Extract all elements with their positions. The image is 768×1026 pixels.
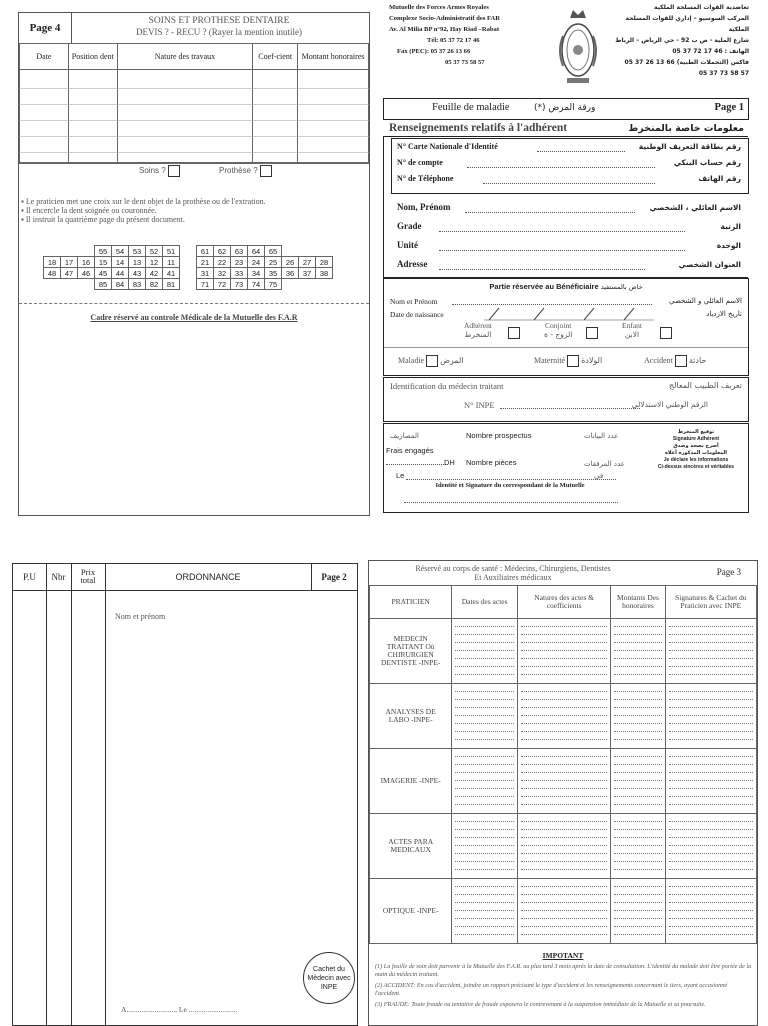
- page4-header: [19, 13, 369, 44]
- tooth-cell[interactable]: 28: [316, 257, 333, 268]
- identity-field-label: Adresse: [397, 259, 428, 269]
- praticien-row-label: ANALYSES DE LABO -INPE-: [370, 684, 452, 749]
- inpe-input[interactable]: [500, 408, 640, 409]
- tooth-cell[interactable]: 81: [163, 279, 180, 290]
- identity-field-row[interactable]: [397, 259, 745, 278]
- tooth-cell[interactable]: 31: [197, 268, 214, 279]
- tooth-cell[interactable]: 63: [231, 246, 248, 257]
- a-le-line[interactable]: A.........................., Le ..........................: [121, 1005, 238, 1014]
- tooth-cell[interactable]: 48: [44, 268, 61, 279]
- nb-pieces-ar: عدد المرفقات: [584, 460, 625, 468]
- praticien-cell[interactable]: [517, 749, 610, 814]
- tooth-gap: [44, 246, 61, 257]
- page1-title-ar: ورقة المرض (*): [534, 103, 596, 113]
- tooth-gap: [282, 279, 299, 290]
- nb-prospectus-ar: عدد البيانات: [584, 432, 619, 440]
- identity-field-dots[interactable]: [439, 250, 685, 251]
- id-field-row[interactable]: [397, 142, 745, 158]
- col-prix: Prix total: [80, 567, 96, 585]
- tooth-cell[interactable]: 54: [112, 246, 129, 257]
- soins-checkbox[interactable]: [168, 165, 180, 177]
- praticien-row-label: ACTES PARA MEDICAUX: [370, 814, 452, 879]
- tooth-cell[interactable]: 52: [146, 246, 163, 257]
- identity-field-ar: الوحدة: [716, 241, 741, 250]
- tooth-cell[interactable]: 38: [316, 268, 333, 279]
- page2-label: Page 2: [321, 572, 347, 582]
- note-item: ▪ Il encercle la dent soignée ou couronnée.: [21, 206, 157, 215]
- id-fields: [397, 142, 745, 190]
- works-cell[interactable]: [298, 70, 369, 163]
- tooth-cell[interactable]: 53: [129, 246, 146, 257]
- works-cell[interactable]: [20, 70, 69, 163]
- inpe-ar: الرقم الوطني الاستدلالي: [631, 400, 708, 409]
- identity-field-dots[interactable]: [439, 269, 645, 270]
- page4-notes: [21, 197, 366, 224]
- tooth-cell[interactable]: 14: [112, 257, 129, 268]
- conjoint-option[interactable]: Conjoint الزوج - ة: [544, 321, 573, 339]
- tooth-cell[interactable]: 85: [95, 279, 112, 290]
- soins-option[interactable]: [139, 165, 180, 177]
- tooth-cell[interactable]: 71: [197, 279, 214, 290]
- tooth-cell[interactable]: 55: [95, 246, 112, 257]
- id-field-label: N° de compte: [397, 158, 443, 167]
- medecin-box: [383, 377, 749, 422]
- tooth-cell[interactable]: 33: [231, 268, 248, 279]
- tooth-gap: [78, 246, 95, 257]
- tooth-cell[interactable]: 41: [163, 268, 180, 279]
- identity-field-label: Unité: [397, 240, 418, 250]
- medecin-ar: تعريف الطبيب المعالج: [668, 381, 742, 390]
- tooth-cell[interactable]: 11: [163, 257, 180, 268]
- important-title: IMPOTANT: [542, 951, 584, 960]
- id-field-ar: رقم الهاتف: [698, 174, 741, 183]
- nb-prospectus-label: Nombre prospectus: [466, 431, 532, 440]
- adherent-checkbox[interactable]: [508, 327, 520, 339]
- identity-field-label: Nom, Prénom: [397, 202, 451, 212]
- praticien-row-label: MEDECIN TRAITANT Où CHIRURGIEN DENTISTE -INPE-: [370, 619, 452, 684]
- header-ar: تعاضدية القوات المسلحة الملكية المركب السوسيو – إداري للقوات المسلحة الملكية شارع الملية - ص ب 92 - حي الرياض – الرباط الهاتف : 46 17 72 37 05 فاكس (التحملات الطبية) 66 13 26 37 05 57 58 73 37 05: [615, 4, 749, 77]
- page1-titlebar: [383, 98, 749, 120]
- praticien-cell[interactable]: [517, 879, 610, 944]
- date-naissance-label: Date de naissance: [390, 310, 444, 319]
- tooth-cell[interactable]: 32: [214, 268, 231, 279]
- col-montant: Montant honoraires: [298, 44, 369, 70]
- page1-title-fr: Feuille de maladie: [432, 102, 510, 113]
- tooth-cell[interactable]: 17: [61, 257, 78, 268]
- tooth-cell[interactable]: 47: [61, 268, 78, 279]
- tooth-cell[interactable]: 21: [197, 257, 214, 268]
- page1-panel: [383, 98, 748, 512]
- praticien-cell[interactable]: [452, 879, 518, 944]
- tooth-cell[interactable]: 42: [146, 268, 163, 279]
- tooth-cell[interactable]: 13: [129, 257, 146, 268]
- tooth-cell[interactable]: 26: [282, 257, 299, 268]
- section-ar: معلومات خاصة بالمنخرط: [628, 123, 744, 134]
- tooth-cell[interactable]: 44: [112, 268, 129, 279]
- tooth-cell[interactable]: 35: [265, 268, 282, 279]
- tooth-gap: [180, 246, 197, 257]
- page3-label: Page 3: [716, 567, 741, 577]
- id-field-ar: رقم بطاقة التعريف الوطنية: [638, 142, 741, 151]
- adherent-option[interactable]: Adhérent المنخرط: [464, 321, 492, 339]
- note-item: ▪ Le praticien met une croix sur le dent objet de la prothèse ou de l'extration.: [21, 197, 266, 206]
- maladie-option[interactable]: Maladie المرض: [398, 355, 464, 367]
- identity-field-row[interactable]: [397, 202, 745, 221]
- tooth-cell[interactable]: 16: [78, 257, 95, 268]
- tooth-cell[interactable]: 72: [214, 279, 231, 290]
- p3-header-cell: Signatures & Cachet du Praticien avec INPE: [665, 586, 756, 619]
- accident-option[interactable]: Accident حادثة: [644, 355, 706, 367]
- le-label: Le: [396, 471, 405, 480]
- tooth-cell[interactable]: 75: [265, 279, 282, 290]
- correspondant-label: Identité et Signature du correspondant de la Mutuelle: [435, 482, 585, 489]
- tooth-gap: [282, 246, 299, 257]
- header-fr: Mutuelle des Forces Armes Royales Complexe Socio-Administratif des FAR Av. Al Milia BP n°92, Hay Riad –Rabat Tél: 05 37 72 17 46 Fax (PEC): 05 37 26 13 66 05 37 73 58 57: [389, 4, 501, 66]
- praticien-cell[interactable]: [611, 619, 665, 684]
- praticien-cell[interactable]: [452, 814, 518, 879]
- enfant-option[interactable]: Enfant الابن: [622, 321, 642, 339]
- date-naissance-ar: تاريخ الازدياد: [706, 310, 742, 318]
- praticien-cell[interactable]: [452, 749, 518, 814]
- identity-field-ar: الاسم العائلي ، الشخصي: [649, 203, 741, 212]
- tooth-gap: [61, 246, 78, 257]
- col-nbr: Nbr: [51, 572, 66, 582]
- works-cell[interactable]: [253, 70, 298, 163]
- page3-panel: [368, 560, 758, 1026]
- tooth-cell[interactable]: 46: [78, 268, 95, 279]
- identity-field-dots[interactable]: [465, 212, 635, 213]
- le-input[interactable]: [406, 479, 616, 480]
- p3-header-cell: Dates des actes: [452, 586, 518, 619]
- tooth-cell[interactable]: 45: [95, 268, 112, 279]
- praticien-cell[interactable]: [611, 684, 665, 749]
- page1-label: Page 1: [714, 102, 744, 113]
- nom-prenom-ar: الاسم العائلي و الشخصي: [669, 297, 742, 305]
- section-fr: Renseignements relatifs à l'adhérent: [389, 122, 568, 134]
- page4-works-table: [19, 43, 369, 163]
- praticien-cell[interactable]: [665, 684, 756, 749]
- nb-pieces-label: Nombre pièces: [466, 458, 517, 467]
- soins-label: Soins ?: [139, 166, 166, 176]
- praticien-row-label: OPTIQUE -INPE-: [370, 879, 452, 944]
- tooth-cell[interactable]: 27: [299, 257, 316, 268]
- tooth-cell[interactable]: 34: [248, 268, 265, 279]
- id-field-dots[interactable]: [467, 167, 655, 168]
- col-pu: P.U: [23, 572, 36, 582]
- frais-engages-label: Frais engagés: [386, 446, 434, 455]
- inpe-label: N° INPE: [464, 400, 495, 410]
- far-emblem-icon: [555, 6, 601, 88]
- tooth-cell[interactable]: 74: [248, 279, 265, 290]
- identity-field-row[interactable]: [397, 221, 745, 240]
- praticien-table: [369, 585, 757, 944]
- praticien-cell[interactable]: [611, 814, 665, 879]
- p3-header-cell: Montants Des honoraires: [611, 586, 665, 619]
- page4-title: SOINS ET PROTHESE DENTAIRE: [148, 16, 290, 26]
- note-item: ▪ Il instruit la quatrième page du présent document.: [21, 215, 185, 224]
- works-cell[interactable]: [68, 70, 117, 163]
- tooth-cell[interactable]: 65: [265, 246, 282, 257]
- nom-prenom-label: Nom et prénom: [115, 612, 166, 621]
- p3-header-cell: PRATICIEN: [370, 586, 452, 619]
- tooth-cell[interactable]: 12: [146, 257, 163, 268]
- id-field-label: N° de Téléphone: [397, 174, 454, 183]
- tooth-cell[interactable]: 51: [163, 246, 180, 257]
- tooth-cell[interactable]: 62: [214, 246, 231, 257]
- correspondant-signature[interactable]: [404, 502, 618, 503]
- page2-panel: [12, 563, 358, 1026]
- id-field-label: N° Carte Nationale d'Identité: [397, 142, 498, 151]
- tooth-cell[interactable]: 83: [129, 279, 146, 290]
- tooth-gap: [299, 279, 316, 290]
- praticien-cell[interactable]: [452, 684, 518, 749]
- signature-adherent: توقيع المنخرط Signature Adhérent أصرح بصحة وصدق المعلومات المذكورة أعلاه Je déclare les informations Ci-dessus sincères et véritables: [657, 429, 735, 470]
- praticien-cell[interactable]: [611, 749, 665, 814]
- id-field-dots[interactable]: [537, 151, 625, 152]
- identity-field-ar: الرتبة: [720, 222, 741, 231]
- tooth-cell[interactable]: 43: [129, 268, 146, 279]
- praticien-cell[interactable]: [517, 619, 610, 684]
- medecin-fr: Identification du médecin traitant: [390, 381, 504, 391]
- identity-field-label: Grade: [397, 221, 422, 231]
- frais-input[interactable]: [386, 464, 446, 465]
- praticien-cell[interactable]: [665, 749, 756, 814]
- dh-label: DH: [444, 458, 455, 467]
- col-nature: Nature des travaux: [117, 44, 253, 70]
- col-coef: Coef-cient: [253, 44, 298, 70]
- praticien-cell[interactable]: [452, 619, 518, 684]
- le-ar: في: [594, 472, 604, 480]
- frais-ar: المصاريف: [390, 432, 419, 440]
- tooth-cell[interactable]: 18: [44, 257, 61, 268]
- beneficiaire-box: [383, 278, 749, 376]
- praticien-cell[interactable]: [517, 814, 610, 879]
- tooth-gap: [180, 257, 197, 268]
- frais-box: [383, 423, 749, 513]
- praticien-cell[interactable]: [665, 619, 756, 684]
- identity-field-row[interactable]: [397, 240, 745, 259]
- page4-subtitle: DEVIS ? - RECU ? (Rayer la mention inutile): [136, 27, 302, 37]
- page3-reserve: Réservé au corps de santé : Médecins, Chirurgiens, Dentistes Et Auxiliaires médicaux: [415, 564, 611, 582]
- tooth-gap: [78, 279, 95, 290]
- tooth-cell[interactable]: 82: [146, 279, 163, 290]
- id-field-row[interactable]: [397, 158, 745, 174]
- id-field-dots[interactable]: [483, 183, 655, 184]
- tooth-gap: [44, 279, 61, 290]
- page4-panel: [18, 12, 370, 516]
- prothese-checkbox[interactable]: [260, 165, 272, 177]
- teeth-chart: [43, 245, 333, 290]
- identity-field-dots[interactable]: [439, 231, 685, 232]
- page3-notes: (1) La feuille de soin doit parvenir à la Mutuelle des F.A.R. au plus tard 3 mois après la date de consultation. L'identité du malade doit être portée de la main du médecin traitant. (2) ACCIDENT: En cas d'accident, joindre un rapport précisant le type d'accident et les renseignements concernant le tiers, ayant occasionné l'accident. (3) FRAUDE: Toute fraude ou tentative de fraude exposera le contrevenant à la suspension immédiate de la Mutuelle et sa poursuite.: [375, 963, 752, 1008]
- col-date: Date: [20, 44, 69, 70]
- nom-prenom-label: Nom et Prénom: [390, 297, 438, 306]
- tooth-cell[interactable]: 24: [248, 257, 265, 268]
- mutuelle-header: [389, 2, 759, 90]
- tooth-cell[interactable]: 37: [299, 268, 316, 279]
- tooth-cell[interactable]: 61: [197, 246, 214, 257]
- cachet-stamp: Cachet du Médecin avec INPE: [303, 952, 355, 1004]
- tooth-gap: [61, 279, 78, 290]
- prothese-option[interactable]: [219, 165, 272, 177]
- tooth-cell[interactable]: 22: [214, 257, 231, 268]
- tooth-cell[interactable]: 23: [231, 257, 248, 268]
- tooth-cell[interactable]: 36: [282, 268, 299, 279]
- prothese-label: Prothèse ?: [219, 166, 258, 176]
- praticien-cell[interactable]: [665, 814, 756, 879]
- maternite-option[interactable]: Maternité الولادة: [534, 355, 602, 367]
- id-field-ar: رقم حساب البنكي: [673, 158, 741, 167]
- conjoint-checkbox[interactable]: [586, 327, 598, 339]
- identity-fields: [397, 202, 745, 278]
- tooth-cell[interactable]: 15: [95, 257, 112, 268]
- tooth-cell[interactable]: 73: [231, 279, 248, 290]
- ordonnance-title: ORDONNANCE: [175, 572, 241, 582]
- tooth-cell[interactable]: 84: [112, 279, 129, 290]
- tooth-gap: [299, 246, 316, 257]
- praticien-cell[interactable]: [611, 879, 665, 944]
- col-position: Position dent: [68, 44, 117, 70]
- nom-prenom-input[interactable]: [452, 304, 652, 305]
- page4-footer: Cadre réservé au controle Médicale de la Mutuelle des F.A.R: [90, 313, 298, 322]
- tooth-cell[interactable]: 64: [248, 246, 265, 257]
- enfant-checkbox[interactable]: [660, 327, 672, 339]
- identity-field-ar: العنوان الشخصي: [678, 260, 741, 269]
- date-slashes[interactable]: [484, 307, 664, 321]
- page4-label: Page 4: [19, 13, 72, 43]
- works-cell[interactable]: [117, 70, 253, 163]
- praticien-cell[interactable]: [517, 684, 610, 749]
- p3-header-cell: Natures des actes & coefficients: [517, 586, 610, 619]
- tooth-cell[interactable]: 25: [265, 257, 282, 268]
- beneficiaire-title: Partie réservée au Bénéficiaire خاص بالمستفيد: [489, 282, 643, 291]
- praticien-cell[interactable]: [665, 879, 756, 944]
- praticien-row-label: IMAGERIE -INPE-: [370, 749, 452, 814]
- tooth-gap: [180, 279, 197, 290]
- tooth-gap: [180, 268, 197, 279]
- id-field-row[interactable]: [397, 174, 745, 190]
